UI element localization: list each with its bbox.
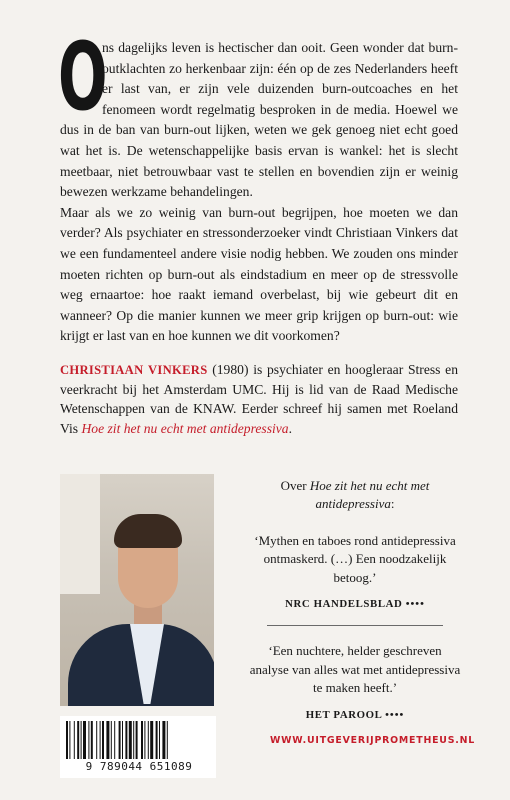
publisher-url[interactable]: WWW.UITGEVERIJPROMETHEUS.NL [270, 735, 476, 746]
barcode-bars [66, 721, 210, 761]
quote-2-source: HET PAROOL •••• [305, 708, 405, 721]
blurb-paragraph-2: Maar als we zo weinig van burn-out begrijpen, hoe moeten we dan verder? Als psychiater en stressonderzoeker vindt Christiaan Vinkers dat we een fundamenteel andere visie nodig hebben. We zouden ons minder moeten richten op burn-out als eindstadium en meer op de stressvolle weg ernaartoe: hoe raakt iemand overbelast, bij wie gebeurt dit en wanneer? Op die manier kunnen we meer grip krijgen op burn-out: wie krijgt er last van en hoe kunnen we dit voorkomen? [60, 204, 458, 344]
blurb-text [58, 23, 458, 347]
press-quotes [248, 477, 462, 724]
barcode [60, 716, 216, 778]
quote-divider [267, 625, 443, 626]
quote-2: ‘Een nuchtere, helder geschreven analyse van alles wat met antidepressiva te maken heeft.’ [249, 643, 461, 696]
author-name: CHRISTIAAN VINKERS [60, 363, 208, 377]
quote-1: ‘Mythen en taboes rond antidepressiva ontmaskerd. (…) Een noodzakelijk betoog.’ [254, 532, 456, 585]
quote-1-source: NRC HANDELSBLAD •••• [285, 598, 425, 611]
rating-stars: •••• [405, 598, 425, 611]
author-bio-text: (1980) is psychiater en hoogleraar Stress en veerkracht bij het Amsterdam UMC. Hij is lid van de Raad Medische Wetenschappen van de KNAW. Eerder schreef hij samen met Roeland Vis [60, 362, 459, 436]
quotes-heading: Over Hoe zit het nu echt met antidepressiva: [280, 478, 430, 512]
blurb-paragraph-1: ns dagelijks leven is hectischer dan ooit. Geen wonder dat burn-outklachten zo herkenbaar zijn: één op de zes Nederlanders heeft er last van, er zijn vele duizenden burn-outcoaches en het fenomeen wordt regelmatig besproken in de media. Hoewel we dus in de ban van burn-out lijken, weten we gek genoeg niet echt goed wat het is. De wetenschappelijke basis ervan is wankel: het is slecht meetbaar, niet betrouwbaar vast te stellen en bovendien zijn er weinig bewezen werkzame behandelingen. [60, 40, 458, 200]
drop-cap: O [58, 23, 108, 132]
isbn-number: 9 789044 651089 [85, 760, 193, 773]
author-photo [60, 474, 214, 706]
previous-book-title: Hoe zit het nu echt met antidepressiva [81, 420, 289, 436]
author-bio-end: . [288, 420, 293, 436]
author-bio [60, 360, 458, 438]
rating-stars: •••• [385, 708, 405, 721]
quotes-book-title: Hoe zit het nu echt met antidepressiva [309, 478, 430, 512]
